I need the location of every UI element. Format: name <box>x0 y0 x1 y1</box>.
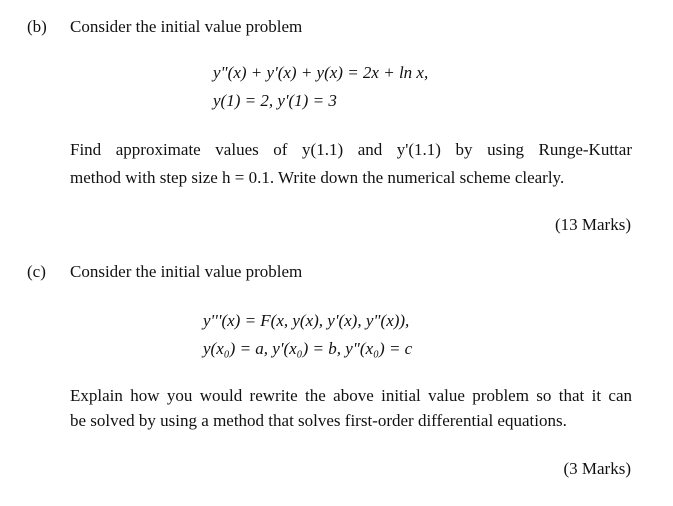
part-b-equation-line2: y(1) = 2, y'(1) = 3 <box>213 91 337 110</box>
part-b-task-line2: method with step size h = 0.1. Write down the numerical scheme clearly. <box>70 168 565 187</box>
part-c-marks: (3 Marks) <box>563 459 631 478</box>
part-c-task-line2: be solved by using a method that solves first-order differential equations. <box>70 411 567 430</box>
part-b-marks: (13 Marks) <box>554 215 631 234</box>
part-c-task-line1: Explain how you would rewrite the above initial value problem so that it can <box>70 386 632 405</box>
part-c-equation-line2: y(x₀) = a, y'(x₀) = b, y"(x₀) = c <box>203 339 413 358</box>
part-c-equation-line1: y'''(x) = F(x, y(x), y'(x), y"(x)), <box>203 311 410 330</box>
part-c-intro: Consider the initial value problem <box>70 262 303 281</box>
part-c-label: (c) <box>27 262 46 281</box>
part-b-equation-line1: y"(x) + y'(x) + y(x) = 2x + ln x, <box>213 63 429 82</box>
part-b-label: (b) <box>27 17 47 36</box>
part-b-intro: Consider the initial value problem <box>70 17 303 36</box>
part-b-task-line1: Find approximate values of y(1.1) and y'(1.1) by using Runge-Kuttar <box>70 140 632 159</box>
